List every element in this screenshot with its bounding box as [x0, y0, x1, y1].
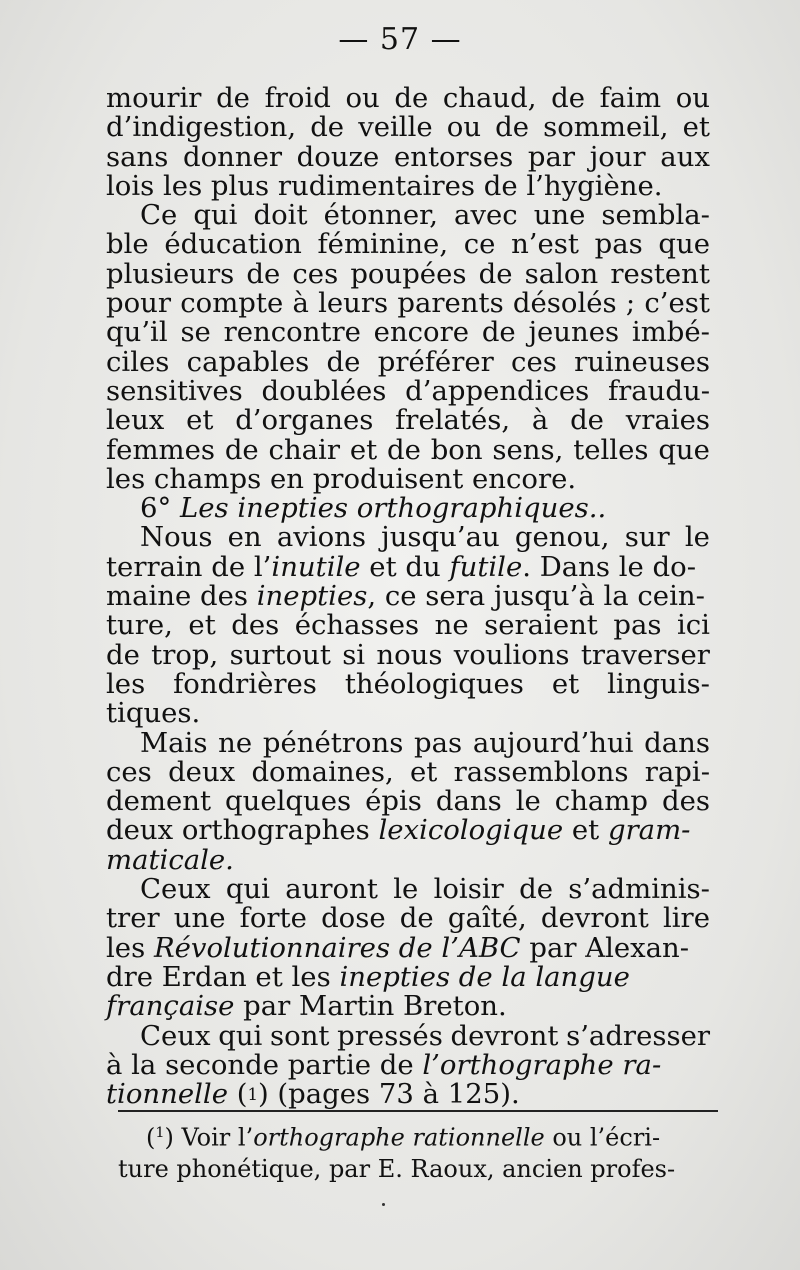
text-line: [106, 230, 710, 259]
word: entorses: [393, 140, 514, 173]
word: sensitives: [106, 374, 243, 407]
text-run: deux orthographes: [106, 814, 379, 847]
word: d’indigestion,: [106, 111, 297, 144]
word: sont: [270, 1019, 330, 1052]
text-line: [106, 992, 710, 1021]
text-run: (: [227, 1078, 248, 1111]
word: avec: [454, 199, 518, 232]
text-line: [106, 318, 710, 347]
word: et: [409, 755, 438, 788]
word: jeunes: [528, 316, 620, 349]
text-run: maine des: [106, 580, 257, 613]
word: le: [393, 873, 419, 906]
word: échasses: [294, 609, 420, 642]
word: pour: [106, 287, 172, 320]
word: voulions: [453, 638, 570, 671]
text-line: [106, 611, 710, 640]
word: rencontre: [223, 316, 361, 349]
word: trop,: [151, 638, 219, 671]
word: de: [394, 82, 429, 114]
word: auront: [285, 873, 378, 906]
word: à: [292, 287, 309, 320]
word: et: [188, 609, 216, 642]
word: fondrières: [173, 667, 317, 700]
word: de: [399, 902, 434, 935]
word: froid: [264, 82, 331, 114]
word: de: [246, 257, 281, 290]
word: genou,: [514, 521, 610, 554]
text-run: ou l’écri-: [544, 1123, 661, 1152]
word: sembla-: [601, 199, 710, 232]
text-line: [106, 582, 710, 611]
word: si: [342, 638, 366, 671]
text-line: [106, 904, 710, 933]
word: ou: [446, 111, 482, 144]
word: le: [684, 521, 710, 554]
text-line: [106, 523, 710, 552]
section-heading: [106, 494, 710, 523]
text-run: les: [106, 931, 154, 964]
word: Ceux: [140, 873, 211, 906]
word: c’est: [644, 287, 710, 320]
word: surtout: [229, 638, 331, 671]
text-line: tiques.: [106, 697, 201, 730]
word: fraudu-: [607, 374, 710, 407]
text-line: [106, 257, 710, 290]
text-line: [106, 1019, 710, 1052]
word: le: [515, 785, 541, 818]
word: parents: [397, 287, 504, 320]
footnote-line: ture phonétique, par E. Raoux, ancien profes-: [118, 1154, 676, 1183]
body-text: [106, 84, 710, 1109]
word: ou: [345, 82, 380, 114]
italic-run: inepties de la langue: [339, 960, 630, 993]
word: ne: [434, 609, 469, 642]
italic-run: lexicologique: [378, 814, 564, 847]
italic-run: inepties: [256, 580, 368, 613]
italic-run: française: [106, 990, 235, 1023]
footnote-reference: 1: [247, 1085, 258, 1105]
word: une: [533, 199, 586, 232]
italic-run: orthographe rationnelle: [253, 1123, 545, 1152]
word: une: [173, 902, 226, 935]
italic-run: Révolutionnaires de l’ABC: [153, 931, 521, 964]
text-run: et: [563, 814, 608, 847]
text-line: [106, 931, 710, 964]
word: préférer: [377, 345, 494, 378]
word: ruineuses: [574, 345, 710, 378]
word: leurs: [318, 287, 389, 320]
word: ce: [463, 228, 496, 261]
text-line: [106, 755, 710, 788]
text-run: par Alexan-: [520, 931, 690, 964]
word: s’adresser: [566, 1019, 710, 1052]
word: trer: [106, 902, 160, 935]
word: ne: [218, 726, 253, 759]
word: leux: [106, 404, 165, 437]
word: théologiques: [344, 667, 524, 700]
italic-run: futile: [449, 550, 523, 583]
text-run: ) (pages 73 à 125).: [257, 1078, 520, 1111]
text-line: [106, 550, 710, 583]
italic-run: l’orthographe ra-: [422, 1048, 662, 1081]
word: ble: [106, 228, 149, 261]
word: seraient: [484, 609, 598, 642]
word: dans: [435, 785, 502, 818]
word: faim: [599, 82, 662, 114]
word: et: [682, 111, 710, 144]
word: devront: [540, 902, 649, 935]
text-run: et du: [360, 550, 450, 583]
text-line: [106, 374, 710, 407]
word: veille: [358, 111, 433, 144]
word: douze: [296, 140, 380, 173]
word: imbé-: [631, 316, 710, 349]
word: féminine,: [317, 228, 449, 261]
word: encore: [373, 316, 470, 349]
word: bon: [430, 433, 483, 466]
word: des: [231, 609, 280, 642]
paper-speck: [382, 1203, 385, 1206]
word: pénétrons: [262, 726, 404, 759]
footnote-line: ($^1$) Voir l’orthographe rationnelle ou l’écri-: [146, 1123, 661, 1152]
word: doit: [253, 199, 308, 232]
word: de: [481, 316, 516, 349]
word: de: [386, 433, 421, 466]
word: en: [227, 521, 262, 554]
text-run: terrain de l’: [106, 550, 272, 583]
word: ici: [676, 609, 710, 642]
word: d’organes: [235, 404, 374, 437]
word: sur: [624, 521, 670, 554]
word: sens,: [492, 433, 564, 466]
footnote-rule: [118, 1110, 718, 1112]
word: à: [531, 404, 549, 437]
word: pas: [414, 726, 463, 759]
word: s’adminis-: [568, 873, 710, 906]
text-line: les champs en produisent encore.: [106, 462, 577, 495]
word: ture,: [106, 609, 173, 642]
word: deux: [168, 755, 236, 788]
text-line: [106, 201, 710, 230]
word: ciles: [106, 345, 170, 378]
word: Ce: [140, 199, 178, 232]
word: ces: [106, 755, 152, 788]
word: et: [551, 667, 580, 700]
word: rassemblons: [453, 755, 629, 788]
word: et: [186, 404, 214, 437]
word: capables: [186, 345, 310, 378]
text-line: [106, 140, 710, 173]
word: pressés: [337, 1019, 443, 1052]
page-number: — 57 —: [338, 22, 462, 57]
text-line: [106, 84, 710, 113]
text-run: à la seconde partie de: [106, 1048, 423, 1081]
word: ces: [292, 257, 339, 290]
word: mourir: [106, 82, 202, 114]
word: qui: [193, 199, 238, 232]
text-line: [106, 816, 710, 845]
word: plusieurs: [106, 257, 235, 290]
text-line: [106, 960, 710, 993]
word: vraies: [625, 404, 710, 437]
word: de: [519, 873, 553, 906]
word: linguis-: [607, 667, 710, 700]
word: pas: [613, 609, 662, 642]
word: sommeil,: [543, 111, 669, 144]
word: ces: [511, 345, 557, 378]
word: qu’il: [106, 316, 168, 349]
word: champ: [554, 785, 648, 818]
word: telles: [573, 433, 649, 466]
word: désolés: [512, 287, 617, 320]
word: lire: [662, 902, 710, 935]
word: de: [495, 111, 530, 144]
word: les: [106, 667, 146, 700]
word: domaines,: [251, 755, 394, 788]
word: compte: [180, 287, 284, 320]
text-line: [106, 1048, 710, 1081]
text-line: [106, 433, 710, 466]
word: pas: [594, 228, 643, 261]
text-run: , ce sera jusqu’à la cein-: [367, 580, 705, 613]
word: qui: [218, 1019, 263, 1052]
word: doublées: [261, 374, 387, 407]
word: n’est: [511, 228, 579, 261]
text-line: [106, 113, 710, 142]
word: de: [224, 433, 259, 466]
word: de: [106, 638, 140, 671]
word: ;: [625, 287, 636, 320]
text-line: [106, 787, 710, 816]
word: d’appendices: [405, 374, 590, 407]
text-line: [106, 726, 710, 759]
word: ou: [675, 82, 710, 114]
word: de: [216, 82, 250, 114]
text-line: [106, 1080, 710, 1109]
word: loisir: [433, 873, 504, 906]
word: devront: [450, 1019, 559, 1052]
text-line: [106, 406, 710, 435]
text-run: dre Erdan et les: [106, 960, 340, 993]
word: sans: [106, 140, 169, 173]
word: aux: [660, 140, 710, 173]
word: dose: [321, 902, 386, 935]
word: poupées: [350, 257, 467, 290]
text-line: [106, 345, 710, 378]
word: donner: [183, 140, 283, 173]
word: quelques: [225, 785, 352, 818]
footnote-marker: 1: [155, 1125, 165, 1141]
text-line: [106, 843, 710, 876]
word: de: [478, 257, 513, 290]
word: Nous: [140, 521, 213, 554]
word: frelatés,: [395, 404, 511, 437]
word: chaud,: [442, 82, 537, 114]
text-line: lois les plus rudimentaires de l’hygiène.: [106, 169, 663, 202]
section-title: Les inepties orthographiques..: [180, 492, 607, 525]
word: se: [180, 316, 211, 349]
word: traverser: [580, 638, 710, 671]
section-number: 6°: [140, 492, 172, 525]
word: rapi-: [644, 755, 710, 788]
word: que: [658, 228, 710, 261]
word: éducation: [164, 228, 302, 261]
word: de: [551, 82, 585, 114]
word: Mais: [140, 726, 208, 759]
word: de: [570, 404, 604, 437]
text-line: [106, 875, 710, 904]
word: étonner,: [323, 199, 439, 232]
word: chair: [268, 433, 340, 466]
word: Ceux: [140, 1019, 211, 1052]
word: aujourd’hui: [472, 726, 634, 759]
word: jour: [589, 140, 646, 173]
word: que: [658, 433, 710, 466]
footnote: [118, 1118, 718, 1185]
word: nous: [376, 638, 443, 671]
word: salon: [524, 257, 599, 290]
word: dans: [644, 726, 710, 759]
word: de: [326, 345, 361, 378]
word: dement: [106, 785, 211, 818]
word: par: [527, 140, 576, 173]
word: femmes: [106, 433, 215, 466]
word: forte: [239, 902, 307, 935]
italic-run: maticale.: [106, 843, 234, 876]
word: de: [310, 111, 345, 144]
italic-run: gram-: [607, 814, 691, 847]
text-line: [106, 638, 710, 671]
text-run: par Martin Breton.: [234, 990, 507, 1023]
text-run: Voir l’: [173, 1123, 254, 1152]
text-run: . Dans le do-: [522, 550, 697, 583]
text-line: [106, 667, 710, 700]
text-line: [106, 289, 710, 318]
word: jusqu’au: [381, 521, 500, 554]
italic-run: tionnelle: [106, 1078, 228, 1111]
word: restent: [610, 257, 710, 290]
italic-run: inutile: [271, 550, 361, 583]
word: épis: [365, 785, 422, 818]
word: avions: [276, 521, 366, 554]
word: et: [349, 433, 378, 466]
word: qui: [225, 873, 270, 906]
word: des: [662, 785, 710, 818]
word: gaîté,: [447, 902, 527, 935]
